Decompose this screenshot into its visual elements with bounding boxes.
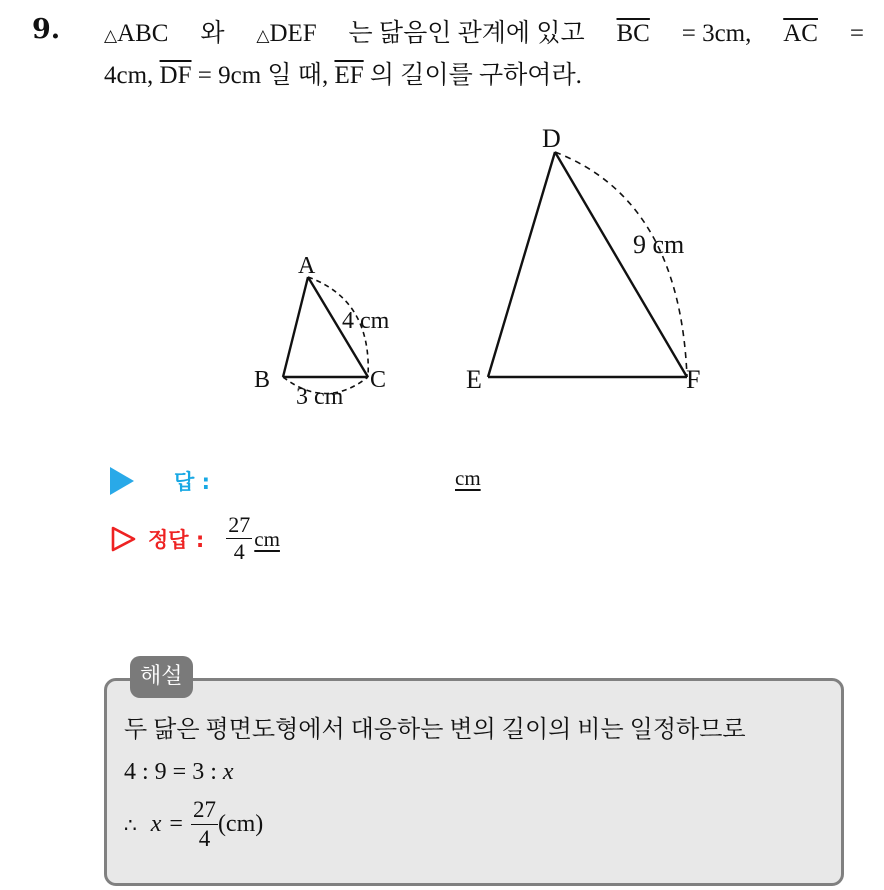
fraction-denominator: 4 <box>233 539 245 564</box>
value-df: = 9cm 일 때, <box>197 62 329 89</box>
correct-answer-unit: cm <box>254 527 280 551</box>
proportion-text: 4 : 9 = 3 : <box>124 759 223 785</box>
equals-sign: = <box>169 811 183 837</box>
triangle-def: △DEF <box>256 20 317 47</box>
vertex-e-label: E <box>466 365 482 394</box>
question-number: 9. <box>32 14 61 45</box>
correct-answer-label: 정답 : <box>148 527 205 552</box>
triangle-icon: △ <box>104 26 118 46</box>
word-and: 와 <box>200 20 225 47</box>
solution-fraction <box>191 796 218 853</box>
outline-play-icon <box>110 526 136 552</box>
triangle-abc-shape <box>283 277 368 394</box>
play-icon <box>110 467 134 495</box>
equals-ac: = <box>849 20 864 47</box>
fraction-numerator: 27 <box>191 796 218 825</box>
solution-content <box>124 708 834 853</box>
question-tail: 의 길이를 구하여라. <box>369 62 582 89</box>
solution-line-2 <box>124 752 834 792</box>
variable-x: x <box>222 759 234 785</box>
vertex-a-label: A <box>298 253 316 279</box>
variable-x: x <box>150 811 162 837</box>
length-ac-label: 4 cm <box>342 308 390 334</box>
fraction-numerator: 27 <box>228 512 251 537</box>
solution-line-3 <box>124 796 834 853</box>
answer-label: 답 : <box>174 470 210 494</box>
solution-line-1: 두 닮은 평면도형에서 대응하는 변의 길이의 비는 일정하므로 <box>124 717 746 743</box>
vertex-d-label: D <box>542 124 561 153</box>
therefore-symbol: ∴ <box>124 812 137 837</box>
correct-answer-fraction <box>226 512 252 565</box>
solution-tag: 해설 <box>130 656 193 698</box>
value-bc: = 3cm, <box>681 20 752 47</box>
vertex-b-label: B <box>254 367 271 393</box>
segment-ac: $\overline{AC}$ <box>783 20 818 47</box>
fraction-denominator: 4 <box>198 826 211 851</box>
correct-answer-row <box>110 512 280 565</box>
solution-unit: (cm) <box>217 811 264 837</box>
segment-df: $\overline{DF}$ <box>159 62 192 89</box>
answer-row <box>110 466 210 496</box>
length-df-label: 9 cm <box>633 230 685 259</box>
length-bc-label: 3 cm <box>296 384 344 410</box>
value-ac: 4cm, <box>104 62 154 89</box>
triangle-icon: △ <box>256 26 270 46</box>
relation-text: 는 닮음인 관계에 있고 <box>348 20 585 47</box>
triangle-def-shape <box>488 152 687 377</box>
segment-bc: $\overline{BC}$ <box>616 20 650 47</box>
answer-unit: cm <box>455 466 481 490</box>
triangle-abc: △ABC <box>104 20 169 47</box>
vertex-f-label: F <box>686 365 701 394</box>
vertex-c-label: C <box>370 367 387 393</box>
segment-ef: $\overline{EF}$ <box>334 62 364 89</box>
